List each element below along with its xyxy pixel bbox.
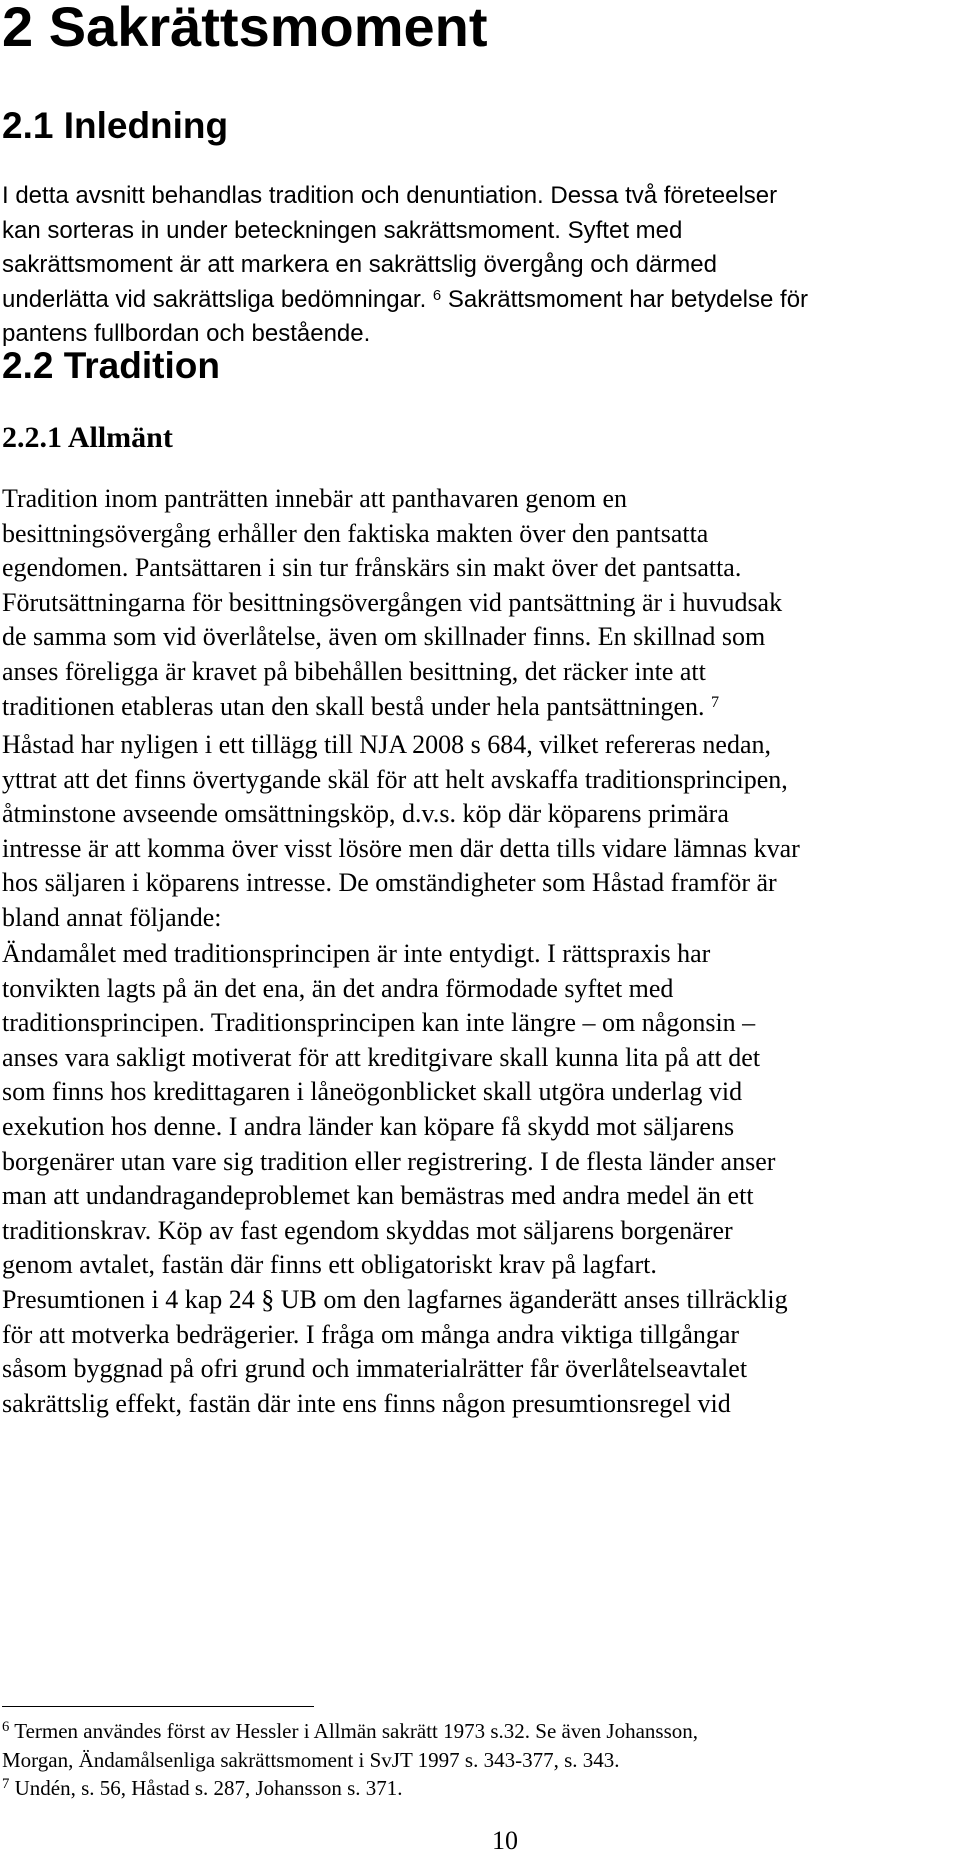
paragraph-hastad [2,728,958,936]
text-line [2,283,958,318]
text-line: åtminstone avseende omsättningsköp, d.v.s. köp där köparens primära [2,799,729,829]
text-line: man att undandragandeproblemet kan bemästras med andra medel än ett [2,1181,754,1211]
subsection-heading-allmant: 2.2.1 Allmänt [2,421,173,454]
page-number [0,1826,960,1856]
paragraph-tradition-definition [2,482,958,724]
footnotes [2,1717,958,1803]
text-line: yttrat att det finns övertygande skäl för att helt avskaffa traditionsprincipen, [2,764,788,794]
text-line: Ändamålet med traditionsprincipen är inte entydigt. I rättspraxis har [2,939,711,968]
text-line: kan sorteras in under beteckningen sakrättsmoment. Syftet med [2,216,683,244]
text-line: anses föreligga är kravet på bibehållen besittning, det räcker inte att [2,656,706,686]
text-segment: Sakrättsmoment har betydelse för [441,285,809,313]
footnote-text: Morgan, Ändamålsenliga sakrättsmoment i SvJT 1997 s. 343-377, s. 343. [2,1747,620,1772]
text-line: besittningsövergång erhåller den faktiska makten över den pantsatta [2,518,709,548]
text-line: de samma som vid överlåtelse, även om skillnader finns. En skillnad som [2,622,766,652]
text-line: för att motverka bedrägerier. I fråga om många andra viktiga tillgångar [2,1319,740,1349]
text-line: traditionskrav. Köp av fast egendom skyddas mot säljarens borgenärer [2,1215,733,1245]
text-line [2,690,958,725]
text-segment: traditionen etableras utan den skall bestå under hela pantsättningen. [2,691,711,721]
text-line: Tradition inom panträtten innebär att panthavaren genom en [2,484,628,513]
text-line: som finns hos kredittagaren i låneögonblicket skall utgöra underlag vid [2,1077,743,1107]
text-line: tonvikten lagts på än det ena, än det andra förmodade syftet med [2,973,674,1003]
text-line: borgenärer utan vare sig tradition eller registrering. I de flesta länder anser [2,1146,776,1176]
text-line: bland annat följande: [2,902,222,932]
text-line: Håstad har nyligen i ett tillägg till NJA 2008 s 684, vilket refereras nedan, [2,730,771,759]
text-line: exekution hos denne. I andra länder kan köpare få skydd mot säljarens [2,1111,735,1141]
footnote-number: 6 [2,1718,10,1735]
paragraph-arguments [2,937,958,1421]
footnote-text: Termen användes först av Hessler i Allmän sakrätt 1973 s.32. Se även Johansson, [9,1719,699,1743]
text-line: genom avtalet, fastän där finns ett obligatoriskt krav på lagfart. [2,1250,657,1280]
section-heading-tradition: 2.2 Tradition [2,345,220,386]
footnote-reference[interactable]: 7 [710,694,720,712]
text-line: egendomen. Pantsättaren i sin tur frånskärs sin makt över det pantsatta. [2,553,742,583]
footnote-text: Undén, s. 56, Håstad s. 287, Johansson s. 371. [9,1776,403,1800]
text-line: sakrättsmoment är att markera en sakrättslig övergång och därmed [2,251,717,278]
text-line: Presumtionen i 4 kap 24 § UB om den lagfarnes äganderätt anses tillräcklig [2,1284,788,1314]
text-line: hos säljaren i köparens intresse. De omständigheter som Håstad framför är [2,868,777,898]
text-line: intresse är att komma över visst lösöre men där detta tills vidare lämnas kvar [2,833,800,863]
text-line: såsom byggnad på ofri grund och immaterialrätter får överlåtelseavtalet [2,1354,748,1384]
text-line: Förutsättningarna för besittningsövergången vid pantsättning är i huvudsak [2,587,783,617]
text-line: sakrättslig effekt, fastän där inte ens finns någon presumtionsregel vid [2,1388,731,1418]
chapter-heading: 2 Sakrättsmoment [2,0,488,58]
page-number-text: 10 [492,1826,518,1855]
footnote-reference[interactable]: 6 [432,287,442,304]
footnote-separator [2,1706,314,1707]
text-line: anses vara sakligt motiverat för att kreditgivare skall kunna lita på att det [2,1042,761,1072]
text-line: traditionsprincipen. Traditionsprincipen kan inte längre – om någonsin – [2,1008,756,1038]
footnote-number: 7 [2,1775,10,1792]
footnote-7 [2,1774,958,1803]
text-line: pantens fullbordan och bestående. [2,320,371,347]
section-heading-inledning: 2.1 Inledning [2,105,229,146]
text-line: I detta avsnitt behandlas tradition och denuntiation. Dessa två företeelser [2,182,778,209]
footnote-6 [2,1717,958,1746]
text-segment: underlätta vid sakrättsliga bedömningar. [2,285,433,313]
paragraph-inledning [2,179,958,352]
